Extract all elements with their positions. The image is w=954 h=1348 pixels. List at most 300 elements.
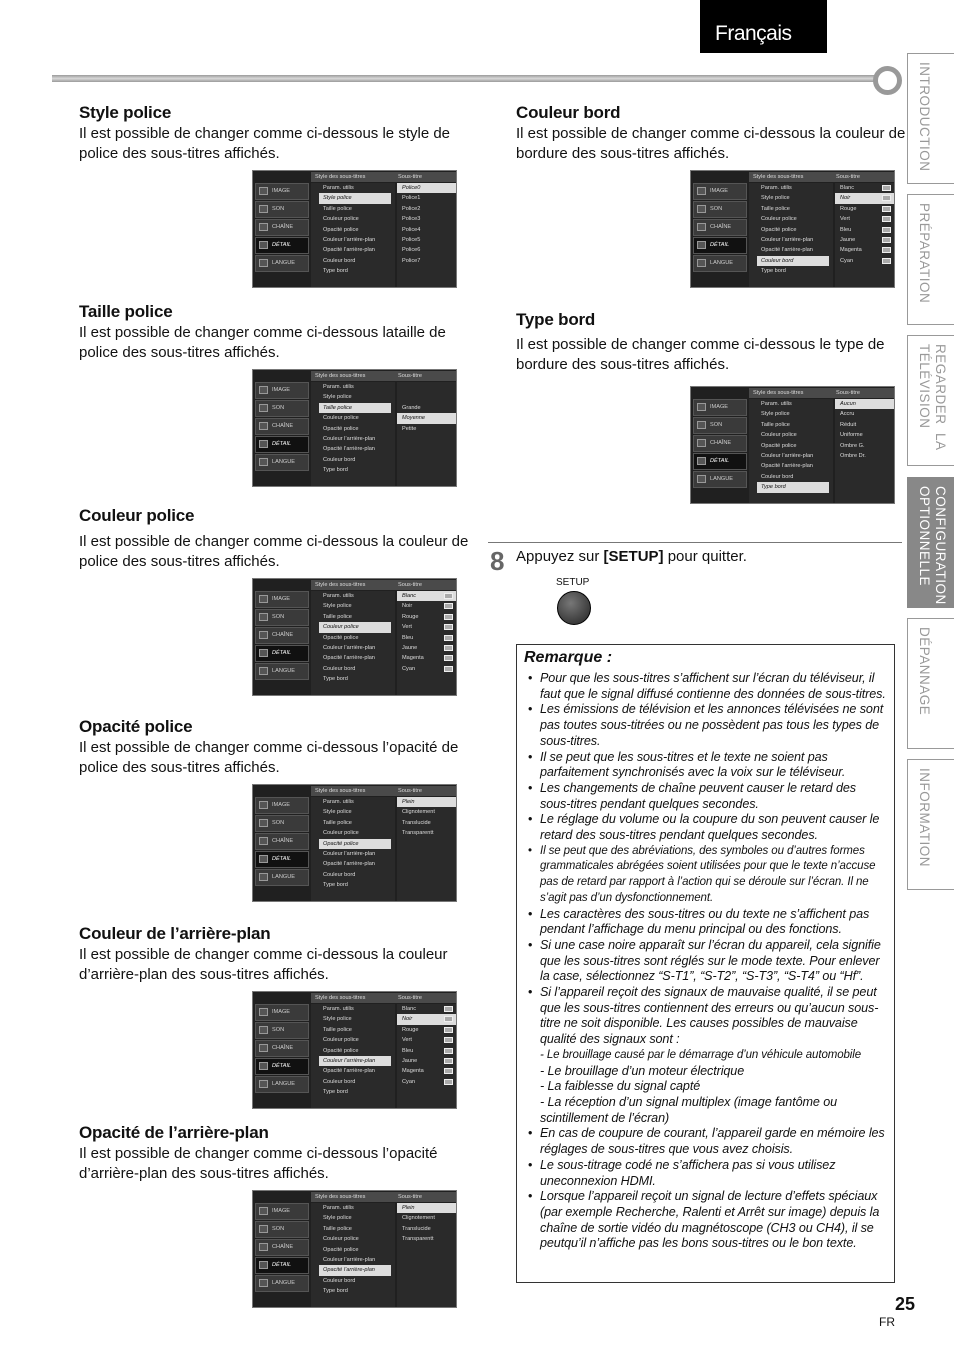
menu-item: Param. utilis: [323, 593, 354, 599]
menu-side-label: DÉTAIL: [710, 242, 730, 248]
menu-side-item: [255, 382, 309, 399]
menu-option: [835, 451, 894, 461]
menu-option-label: Cyan: [840, 257, 854, 264]
menu-category-icon: [259, 458, 268, 466]
menu-item: Couleur police: [323, 1236, 359, 1243]
menu-items: [311, 1203, 395, 1307]
menu-item: Opacité police: [323, 634, 359, 641]
color-swatch: [444, 645, 453, 651]
menu-option-spacer: [397, 392, 456, 402]
menu-items: [311, 1004, 395, 1108]
menu-item: Opacité police: [319, 839, 391, 849]
menu-item: Couleur bord: [757, 256, 829, 266]
menu-item: Couleur bord: [761, 473, 794, 480]
menu-category-icon: [259, 613, 268, 621]
menu-item: Couleur bord: [323, 1078, 356, 1085]
menu-option-label: Noir: [840, 195, 851, 202]
side-tab-label: PRÉPARATION: [917, 203, 932, 304]
menu-header-left: Style des sous-titres: [315, 582, 366, 588]
menu-item: Param. utilis: [323, 384, 354, 390]
menu-side-item: [255, 454, 309, 471]
menu-item: Taille police: [761, 421, 790, 428]
menu-option: [397, 1035, 456, 1045]
menu-sidebar: [255, 1004, 309, 1094]
color-swatch: [444, 1006, 453, 1012]
menu-option-label: Police0: [402, 185, 421, 191]
menu-side-item: [255, 1004, 309, 1021]
menu-option: [397, 214, 456, 224]
list-item: • Les changements de chaîne peuvent causer le retard des sous-titres pendant quelques secondes.: [527, 781, 889, 812]
menu-side-item: [255, 219, 309, 236]
menu-category-icon: [259, 259, 268, 267]
side-tab-preparation[interactable]: [907, 194, 954, 325]
menu-option-label: Bleu: [402, 1047, 414, 1054]
menu-side-label: LANGUE: [272, 260, 296, 266]
menu-options: [835, 183, 894, 287]
menu-option: [835, 204, 894, 214]
color-swatch: [444, 1016, 453, 1022]
menu-option: [835, 420, 894, 430]
setup-label: SETUP: [556, 577, 590, 588]
menu-item: Param. utilis: [323, 1205, 354, 1211]
menu-category-icon: [259, 440, 268, 448]
menu-item: Opacité l’arrière-plan: [323, 1068, 375, 1075]
text-opacite-police: Il est possible de changer comme ci-dessous l’opacité de police des sous-titres affichés.: [79, 739, 459, 776]
menu-option-label: Magenta: [402, 1068, 424, 1075]
menu-item: Param. utilis: [323, 185, 354, 191]
menu-side-label: SON: [710, 206, 723, 212]
menu-side-label: DÉTAIL: [710, 458, 730, 464]
menu-options: [397, 1004, 456, 1108]
menu-side-item: [255, 1076, 309, 1093]
step-rule: [488, 542, 902, 543]
color-swatch: [882, 195, 891, 201]
menu-option: [397, 622, 456, 632]
menu-option: [835, 430, 894, 440]
menu-items: [311, 183, 395, 287]
heading-opacite-police: Opacité police: [79, 717, 193, 736]
menu-category-icon: [259, 855, 268, 863]
menu-item: Type bord: [323, 268, 348, 275]
menu-taille-police: [252, 369, 457, 487]
list-item: • Il se peut que des abréviations, des symboles ou d’autres formes grammaticales abrégées soient utilisées pour que le texte n’accuse pas de retard par rapport à l’action qui se déroule sur l’écran. Il ne s’agit pas d’un dysfonctionnement.: [527, 844, 889, 907]
menu-option: [835, 214, 894, 224]
menu-category-icon: [259, 595, 268, 603]
menu-category-icon: [259, 1279, 268, 1287]
text-couleur-police: Il est possible de changer comme ci-dessous la couleur de police des sous-titres affichés.: [79, 533, 469, 570]
menu-side-label: CHAÎNE: [272, 224, 294, 230]
menu-option: [835, 183, 894, 193]
menu-couleur-police: [252, 578, 457, 696]
menu-item: Taille police: [323, 819, 352, 826]
color-swatch: [882, 247, 891, 253]
menu-category-icon: [697, 223, 706, 231]
menu-side-label: SON: [272, 820, 285, 826]
menu-option-label: Transparentt: [402, 1236, 434, 1243]
menu-option-label: Vert: [840, 216, 850, 223]
menu-header-left: Style des sous-titres: [315, 995, 366, 1001]
menu-item: Opacité l’arrière-plan: [323, 655, 375, 662]
side-tab-label: INFORMATION: [917, 768, 932, 867]
menu-option-label: Jaune: [840, 236, 856, 243]
menu-item: Couleur bord: [323, 871, 356, 878]
menu-opacite-arriere: [252, 1190, 457, 1308]
menu-option-label: Ombre Dr.: [840, 452, 866, 459]
menu-side-item: [693, 417, 747, 434]
menu-option: [397, 1025, 456, 1035]
menu-category-icon: [697, 475, 706, 483]
menu-category-icon: [697, 457, 706, 465]
menu-options: [397, 183, 456, 287]
header-rule: [52, 75, 880, 82]
menu-side-item: [693, 183, 747, 200]
menu-side-label: CHAÎNE: [710, 440, 732, 446]
menu-header: [749, 388, 894, 398]
text-style-police: Il est possible de changer comme ci-dessous le style de police des sous-titres affichés.: [79, 125, 451, 162]
side-tab-label: CONFIGURATION OPTIONNELLE: [917, 486, 948, 605]
side-tab-label: REGARDER LA TÉLÉVISION: [917, 344, 948, 451]
remarque-box: [516, 644, 895, 1283]
menu-side-label: CHAÎNE: [710, 224, 732, 230]
menu-options: [835, 399, 894, 503]
list-item: • Lorsque l’appareil reçoit un signal de lecture d’effets spéciaux (par exemple Recherche, Ralenti et Arrêt sur image) depuis la chaîne de sortie vidéo du magnétoscope (CH3 ou CH4), il se peutqu’il n’affiche pas les bons sous-titres ou le bon texte.: [527, 1189, 889, 1252]
menu-option-label: Police7: [402, 257, 421, 264]
menu-option-label: Blanc: [402, 593, 416, 599]
menu-item: Taille police: [323, 1225, 352, 1232]
menu-header-right: Sous-titre: [398, 174, 422, 180]
sub-item: - Le brouillage d’un moteur électrique: [540, 1063, 745, 1078]
menu-side-label: CHAÎNE: [272, 632, 294, 638]
menu-side-label: LANGUE: [272, 459, 296, 465]
setup-button-icon: [557, 591, 591, 625]
color-swatch: [444, 614, 453, 620]
menu-option-label: Réduit: [840, 421, 857, 428]
menu-header-left: Style des sous-titres: [753, 174, 804, 180]
menu-category-icon: [259, 873, 268, 881]
heading-taille-police: Taille police: [79, 302, 173, 321]
menu-item: Couleur l’arrière-plan: [761, 236, 814, 243]
menu-sidebar: [693, 399, 747, 489]
side-tab-depannage[interactable]: [907, 618, 954, 749]
menu-header: [749, 172, 894, 182]
menu-item: Couleur police: [323, 415, 359, 422]
color-swatch: [882, 237, 891, 243]
menu-side-label: CHAÎNE: [272, 838, 294, 844]
menu-option-label: Police3: [402, 216, 421, 223]
menu-side-label: SON: [272, 614, 285, 620]
sub-item: - La réception d’un signal multiplex (image fantôme ou scintillement de l’écran): [540, 1094, 838, 1125]
menu-side-item: [255, 797, 309, 814]
list-item: • Les émissions de télévision et les annonces télévisées ne sont pas toutes sous-titrées ou ne possèdent pas tous les types de sous-titres.: [527, 702, 889, 749]
menu-category-icon: [259, 1207, 268, 1215]
menu-option: [835, 235, 894, 245]
menu-side-item: [693, 399, 747, 416]
menu-option-label: Bleu: [840, 226, 852, 233]
menu-side-label: SON: [272, 1027, 285, 1033]
menu-category-icon: [259, 187, 268, 195]
side-tab-regarder[interactable]: [907, 335, 954, 466]
menu-option: [397, 1234, 456, 1244]
menu-side-item: [255, 201, 309, 218]
menu-side-item: [693, 435, 747, 452]
menu-options: [397, 382, 456, 486]
menu-option: [397, 643, 456, 653]
menu-option-label: Police2: [402, 205, 421, 212]
menu-item: Opacité police: [761, 226, 797, 233]
menu-option: [397, 797, 456, 807]
menu-option-label: Magenta: [840, 247, 862, 254]
step-suffix: pour quitter.: [663, 548, 747, 565]
menu-option-label: Aucun: [840, 401, 856, 407]
menu-category-icon: [259, 649, 268, 657]
menu-option-label: Police6: [402, 247, 421, 254]
menu-side-label: IMAGE: [710, 404, 729, 410]
menu-item: Couleur police: [323, 830, 359, 837]
menu-couleur-bord: [690, 170, 895, 288]
list-item: • Pour que les sous-titres s’affichent sur l’écran du téléviseur, il faut que le signal diffusé contienne des données de sous-titres.: [527, 671, 889, 702]
menu-header-right: Sous-titre: [398, 995, 422, 1001]
menu-category-icon: [259, 1243, 268, 1251]
menu-item: Taille police: [323, 1026, 352, 1033]
menu-side-item: [693, 237, 747, 254]
menu-category-icon: [259, 1062, 268, 1070]
step-number: 8: [490, 546, 505, 576]
menu-option-label: Moyenne: [402, 415, 426, 422]
menu-item: Opacité l’arrière-plan: [761, 463, 813, 470]
color-swatch: [882, 258, 891, 264]
menu-option: [397, 1203, 456, 1213]
menu-option: [397, 1056, 456, 1066]
menu-option: [397, 183, 456, 193]
heading-style-police: Style police: [79, 103, 172, 122]
menu-item: Couleur bord: [323, 1277, 356, 1284]
menu-side-label: IMAGE: [272, 802, 291, 808]
menu-category-icon: [697, 439, 706, 447]
menu-option: [397, 612, 456, 622]
menu-side-item: [255, 591, 309, 608]
menu-item: Couleur l’arrière-plan: [319, 1056, 391, 1066]
menu-category-icon: [259, 1044, 268, 1052]
menu-option: [397, 204, 456, 214]
menu-category-icon: [259, 422, 268, 430]
color-swatch: [444, 624, 453, 630]
list-item: • Si une case noire apparaît sur l’écran du appareil, cela signifie que les sous-titres sont réglés sur le mode texte. Pour enlever la case, sélectionnez “S-T1”, “S-T2”, “S-T3”, “S-T4” ou “Hf”.: [527, 938, 889, 985]
menu-side-label: DÉTAIL: [272, 1063, 292, 1069]
menu-option: [835, 256, 894, 266]
menu-side-label: SON: [710, 422, 723, 428]
menu-item: Type bord: [323, 1288, 348, 1295]
menu-side-item: [693, 201, 747, 218]
list-item: • Il se peut que les sous-titres et le texte ne soient pas parfaitement synchronisés avec la voix sur le téléviseur.: [527, 750, 889, 781]
menu-item: Opacité police: [323, 1047, 359, 1054]
menu-option: [397, 1046, 456, 1056]
menu-option: [397, 245, 456, 255]
menu-side-item: [255, 645, 309, 662]
side-tab-information[interactable]: [907, 759, 954, 890]
menu-item: Type bord: [323, 467, 348, 474]
menu-side-item: [255, 1275, 309, 1292]
menu-category-icon: [697, 205, 706, 213]
menu-option-label: Police4: [402, 226, 421, 233]
menu-options: [397, 797, 456, 901]
menu-item: Taille police: [323, 205, 352, 212]
menu-option-label: Noir: [402, 603, 413, 610]
menu-side-label: DÉTAIL: [272, 441, 292, 447]
menu-items: [311, 797, 395, 901]
color-swatch: [444, 655, 453, 661]
menu-side-item: [693, 471, 747, 488]
remarque-title: Remarque :: [524, 649, 613, 666]
color-swatch: [444, 1027, 453, 1033]
menu-side-label: DÉTAIL: [272, 856, 292, 862]
step-prefix: Appuyez sur: [516, 548, 604, 565]
menu-header: [311, 172, 456, 182]
menu-option: [397, 591, 456, 601]
menu-option: [397, 403, 456, 413]
menu-option-label: Accru: [840, 411, 855, 418]
color-swatch: [444, 603, 453, 609]
color-swatch: [882, 185, 891, 191]
menu-item: Couleur police: [761, 216, 797, 223]
menu-option: [397, 413, 456, 423]
menu-item: Opacité police: [323, 1246, 359, 1253]
menu-header-left: Style des sous-titres: [753, 390, 804, 396]
menu-item: Opacité l’arrière-plan: [323, 446, 375, 453]
step-key: [SETUP]: [603, 548, 664, 565]
side-tab-introduction[interactable]: [907, 53, 954, 184]
color-swatch: [444, 1058, 453, 1064]
menu-category-icon: [259, 667, 268, 675]
menu-option-label: Rouge: [402, 1026, 419, 1033]
text-type-bord: Il est possible de changer comme ci-dessous le type de bordure des sous-titres affichés.: [516, 336, 885, 373]
menu-side-label: LANGUE: [272, 668, 296, 674]
menu-side-label: IMAGE: [272, 596, 291, 602]
menu-option-label: Cyan: [402, 1078, 416, 1085]
menu-option-label: Jaune: [402, 644, 418, 651]
menu-items: [749, 399, 833, 503]
menu-item: Style police: [323, 1016, 352, 1023]
menu-side-item: [255, 815, 309, 832]
menu-option-label: Transparentt: [402, 830, 434, 837]
menu-option-label: Blanc: [840, 185, 854, 191]
menu-header-right: Sous-titre: [398, 582, 422, 588]
menu-option-label: Cyan: [402, 665, 416, 672]
color-swatch: [444, 1037, 453, 1043]
menu-side-label: SON: [272, 206, 285, 212]
side-tab-configuration[interactable]: [907, 477, 954, 608]
menu-header: [311, 371, 456, 381]
menu-options: [397, 1203, 456, 1307]
menu-side-label: IMAGE: [272, 1009, 291, 1015]
menu-header-right: Sous-titre: [398, 1194, 422, 1200]
menu-category-icon: [697, 241, 706, 249]
menu-side-item: [255, 833, 309, 850]
menu-item: Opacité police: [323, 425, 359, 432]
menu-side-item: [255, 1203, 309, 1220]
menu-option-label: Rouge: [840, 205, 857, 212]
menu-header-right: Sous-titre: [836, 174, 860, 180]
heading-couleur-arriere: Couleur de l’arrière-plan: [79, 924, 271, 943]
menu-side-item: [255, 1058, 309, 1075]
menu-header-right: Sous-titre: [398, 788, 422, 794]
menu-item: Style police: [319, 193, 391, 203]
menu-item: Couleur police: [319, 622, 391, 632]
menu-option: [397, 601, 456, 611]
menu-category-icon: [697, 187, 706, 195]
color-swatch: [882, 216, 891, 222]
text-couleur-arriere: Il est possible de changer comme ci-dessous la couleur d’arrière-plan des sous-titres affichés.: [79, 946, 448, 983]
menu-side-label: LANGUE: [710, 260, 734, 266]
menu-item: Opacité l’arrière-plan: [323, 247, 375, 254]
step-instruction: [516, 548, 747, 565]
menu-header-left: Style des sous-titres: [315, 788, 366, 794]
menu-item: Couleur bord: [323, 665, 356, 672]
menu-side-label: CHAÎNE: [272, 1244, 294, 1250]
menu-option: [397, 1077, 456, 1087]
menu-header-right: Sous-titre: [398, 373, 422, 379]
menu-side-label: IMAGE: [272, 387, 291, 393]
color-swatch: [444, 593, 453, 599]
menu-option-label: Vert: [402, 1037, 412, 1044]
menu-option: [397, 193, 456, 203]
menu-item: Couleur l’arrière-plan: [323, 1256, 376, 1263]
menu-option-label: Magenta: [402, 655, 424, 662]
menu-side-item: [693, 219, 747, 236]
menu-option-label: Police5: [402, 236, 421, 243]
menu-side-label: IMAGE: [272, 188, 291, 194]
menu-option: [397, 1213, 456, 1223]
menu-option-label: Petite: [402, 425, 417, 432]
menu-option-label: Grande: [402, 404, 421, 411]
menu-item: Taille police: [319, 403, 391, 413]
menu-sidebar: [693, 183, 747, 273]
menu-side-item: [255, 1221, 309, 1238]
menu-item: Couleur l’arrière-plan: [323, 644, 376, 651]
menu-side-item: [693, 255, 747, 272]
menu-item: Opacité l’arrière-plan: [323, 861, 375, 868]
menu-couleur-arriere: [252, 991, 457, 1109]
menu-option-label: Vert: [402, 624, 412, 631]
menu-header: [311, 580, 456, 590]
menu-option-label: Police1: [402, 195, 421, 202]
menu-side-label: LANGUE: [710, 476, 734, 482]
menu-item: Couleur l’arrière-plan: [323, 850, 376, 857]
menu-side-item: [255, 237, 309, 254]
menu-header: [311, 993, 456, 1003]
menu-option-spacer: [397, 382, 456, 392]
menu-option-label: Bleu: [402, 634, 414, 641]
menu-category-icon: [259, 205, 268, 213]
menu-category-icon: [259, 801, 268, 809]
menu-item: Opacité police: [761, 442, 797, 449]
heading-couleur-bord: Couleur bord: [516, 103, 621, 122]
menu-option: [397, 1224, 456, 1234]
menu-option: [397, 807, 456, 817]
menu-header-left: Style des sous-titres: [315, 1194, 366, 1200]
menu-item: Type bord: [757, 482, 829, 492]
side-tab-label: INTRODUCTION: [917, 62, 932, 172]
menu-style-police: [252, 170, 457, 288]
menu-category-icon: [259, 837, 268, 845]
text-opacite-arriere: Il est possible de changer comme ci-dessous l’opacité d’arrière-plan des sous-titres affichés.: [79, 1145, 438, 1182]
menu-option: [397, 256, 456, 266]
menu-item: Style police: [761, 195, 790, 202]
list-item: • Le sous-titrage codé ne s’affichera pas si vous utilisez uneconnexion HDMI.: [527, 1158, 889, 1189]
menu-category-icon: [697, 403, 706, 411]
color-swatch: [444, 635, 453, 641]
menu-header-left: Style des sous-titres: [315, 174, 366, 180]
menu-option-label: Jaune: [402, 1057, 418, 1064]
